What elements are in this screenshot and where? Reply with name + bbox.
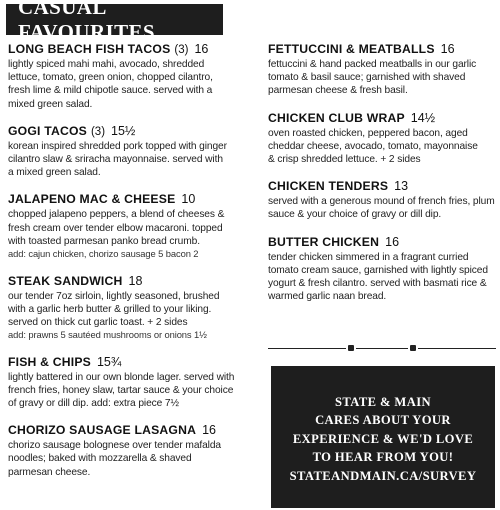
description-line: lightly spiced mahi mahi, avocado, shredded <box>8 59 205 70</box>
menu-item-price: 15¾ <box>96 354 122 369</box>
description-line: a mixed green salad. <box>8 167 101 179</box>
menu-item-name: STEAK SANDWICH <box>8 273 123 288</box>
description-line: lightly battered in our own blonde lager. served with <box>8 371 235 383</box>
menu-item-description <box>8 439 258 479</box>
menu-item-description <box>268 251 496 304</box>
description-line: warmed garlic naan bread. <box>268 291 387 303</box>
menu-item <box>268 235 496 304</box>
menu-item <box>268 42 496 98</box>
description-line: of gravy or dill dip. add: extra piece 7½ <box>8 398 179 410</box>
description-line: chopped jalapeno peppers, a blend of cheeses & <box>8 209 225 221</box>
menu-item-name: CHORIZO SAUSAGE LASAGNA <box>8 423 197 438</box>
description-line: tomato & basil sauce; garnished with shaved <box>268 72 466 84</box>
menu-item-description <box>8 58 258 111</box>
menu-item-price: 16 <box>194 42 209 56</box>
menu-item-price: 13 <box>394 179 409 194</box>
menu-item-count: (3) <box>174 44 189 56</box>
description-line: french fries, honey slaw, tartar sauce & your choice <box>8 384 234 396</box>
ornamental-divider <box>268 343 496 353</box>
menu-item-header <box>8 355 258 369</box>
menu-item-price: 16 <box>440 42 455 56</box>
menu-item <box>8 124 258 180</box>
menu-item-header <box>268 111 496 125</box>
description-line: korean inspired shredded pork topped with ginger <box>8 140 227 152</box>
menu-item <box>268 111 496 167</box>
description-line: tender chicken simmered in a fragrant curried <box>268 251 469 263</box>
menu-item-header <box>8 423 258 437</box>
menu-item-header <box>8 274 258 288</box>
survey-callout <box>271 366 495 508</box>
menu-item-header <box>8 42 258 56</box>
divider-line <box>418 348 496 349</box>
menu-item-header <box>268 42 496 56</box>
menu-item-price: 16 <box>385 234 400 249</box>
section-title: CASUAL FAVOURITES <box>18 0 156 44</box>
menu-item-description <box>268 195 496 221</box>
description-line: mixed green salad. <box>8 98 93 110</box>
description-line: our tender 7oz sirloin, lightly seasoned, brushed <box>8 290 220 302</box>
description-line: with a garlic herb butter & grilled to your liking. <box>8 303 212 315</box>
survey-line: STATE & MAIN <box>335 394 431 409</box>
description-line: fresh cream over tender elbow macaroni. topped <box>8 222 223 234</box>
description-line: cilantro slaw & sriracha mayonnaise. served with <box>8 154 223 166</box>
menu-item <box>8 192 258 260</box>
menu-item-name: JALAPENO MAC & CHEESE <box>8 192 176 207</box>
menu-item-name: FETTUCCINI & MEATBALLS <box>268 42 435 56</box>
menu-item <box>8 423 258 479</box>
description-line: fresh lime & mild chipotle sauce. served with a <box>8 85 213 97</box>
divider-line <box>356 348 408 349</box>
section-title-banner <box>6 0 223 44</box>
divider-dot <box>410 345 416 351</box>
description-line: parmesan cheese & fresh basil. <box>268 85 408 97</box>
menu-item-name: BUTTER CHICKEN <box>268 234 380 249</box>
menu-item-description <box>8 208 258 260</box>
description-line: yogurt & fresh cilantro. served with basmati rice & <box>268 278 487 290</box>
description-line: served with a generous mound of french fries, plum <box>268 196 495 208</box>
menu-item <box>8 274 258 342</box>
left-menu-column <box>8 42 258 492</box>
survey-line: EXPERIENCE & WE'D LOVE <box>292 431 474 446</box>
description-line: fettuccini & hand packed meatballs in our garlic <box>268 59 477 70</box>
description-line: parmesan cheese. <box>8 466 91 478</box>
survey-line: TO HEAR FROM YOU! <box>312 450 454 465</box>
survey-url: STATEANDMAIN.CA/SURVEY <box>289 468 477 483</box>
menu-item-name: CHICKEN TENDERS <box>268 179 389 194</box>
menu-item-header <box>268 235 496 249</box>
menu-item-header <box>268 179 496 193</box>
menu-item-name: CHICKEN CLUB WRAP <box>268 110 405 125</box>
menu-item-description <box>8 371 258 411</box>
description-line: oven roasted chicken, peppered bacon, aged <box>268 127 468 139</box>
menu-item-name: LONG BEACH FISH TACOS <box>8 42 171 56</box>
menu-item-name: FISH & CHIPS <box>8 354 91 369</box>
menu-item-description <box>268 58 496 98</box>
description-line: sauce & your choice of gravy or dill dip. <box>268 209 442 221</box>
menu-item-price: 10 <box>181 192 196 207</box>
menu-item-count: (3) <box>90 125 106 138</box>
menu-item <box>8 355 258 411</box>
description-line: served on thick cut garlic toast. + 2 sides <box>8 316 188 328</box>
survey-line: CARES ABOUT YOUR <box>315 413 451 428</box>
menu-item-addon: add: prawns 5 sautéed mushrooms or onions 1½ <box>8 329 207 341</box>
menu-item-name: GOGI TACOS <box>8 123 87 138</box>
menu-item-header <box>8 192 258 206</box>
description-line: with toasted parmesan panko bread crumb. <box>8 235 200 247</box>
description-line: tomato cream sauce, garnished with lightly spiced <box>268 264 488 276</box>
divider-line <box>268 348 346 349</box>
menu-item-description <box>268 127 496 167</box>
menu-item-description <box>8 140 258 180</box>
menu-item-description <box>8 290 258 342</box>
menu-item-price: 18 <box>128 273 143 288</box>
divider-dot <box>348 345 354 351</box>
menu-item-addon: add: cajun chicken, chorizo sausage 5 bacon 2 <box>8 248 199 260</box>
right-menu-column <box>268 42 496 316</box>
description-line: cheddar cheese, avocado, tomato, mayonnaise <box>268 140 478 152</box>
menu-item-price: 14½ <box>410 110 436 125</box>
menu-item <box>8 42 258 111</box>
menu-item <box>268 179 496 221</box>
description-line: noodles; baked with mozzarella & shaved <box>8 453 192 465</box>
menu-item-header <box>8 124 258 138</box>
description-line: chorizo sausage bolognese over tender mafalda <box>8 440 221 452</box>
menu-item-price: 16 <box>202 423 217 438</box>
description-line: lettuce, tomato, green onion, chopped cilantro, <box>8 72 213 84</box>
menu-item-price: 15½ <box>111 123 136 138</box>
description-line: & crisp shredded lettuce. + 2 sides <box>268 154 421 166</box>
